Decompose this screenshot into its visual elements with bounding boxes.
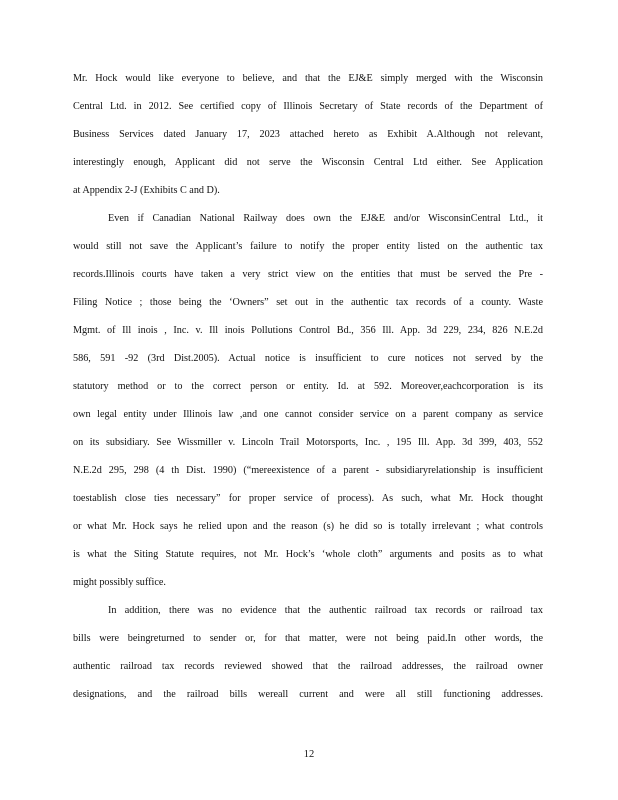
text-line-16: toestablish close ties necessary” for proper service of process). As such, what Mr. Hock thought	[73, 493, 543, 504]
text-line-9: Filing Notice ; those being the ‘Owners” set out in the authentic tax records of a county. Waste	[73, 297, 543, 308]
text-line-15: N.E.2d 295, 298 (4 th Dist. 1990) (“mereexistence of a parent - subsidiaryrelationship is insufficient	[73, 465, 543, 476]
text-line-8: records.Illinois courts have taken a very strict view on the entities that must be served the Pre -	[73, 269, 543, 280]
text-line-14: on its subsidiary. See Wissmiller v. Lincoln Trail Motorsports, Inc. , 195 Ill. App. 3d 399, 403, 552	[73, 437, 543, 448]
text-line-12: statutory method or to the correct person or entity. Id. at 592. Moreover,eachcorporation is its	[73, 381, 543, 392]
text-line-2: Central Ltd. in 2012. See certified copy of Illinois Secretary of State records of the Department of	[73, 101, 543, 112]
text-line-5: at Appendix 2-J (Exhibits C and D).	[73, 185, 220, 196]
text-line-7: would still not save the Applicant’s failure to notify the proper entity listed on the authentic tax	[73, 241, 543, 252]
text-line-21: bills were beingreturned to sender or, for that matter, were not being paid.In other words, the	[73, 633, 543, 644]
text-line-1: Mr. Hock would like everyone to believe, and that the EJ&E simply merged with the Wisconsin	[73, 73, 543, 84]
text-line-4: interestingly enough, Applicant did not serve the Wisconsin Central Ltd either. See Application	[73, 157, 543, 168]
text-line-18: is what the Siting Statute requires, not Mr. Hock’s ‘whole cloth” arguments and posits as to what	[73, 549, 543, 560]
text-line-22: authentic railroad tax records reviewed showed that the railroad addresses, the railroad owner	[73, 661, 543, 672]
text-line-20: In addition, there was no evidence that the authentic railroad tax records or railroad tax	[108, 605, 543, 616]
text-line-6: Even if Canadian National Railway does own the EJ&E and/or WisconsinCentral Ltd., it	[108, 213, 543, 224]
text-line-23: designations, and the railroad bills wereall current and were all still functioning addresses.	[73, 689, 543, 700]
page-number: 12	[303, 749, 315, 760]
text-line-17: or what Mr. Hock says he relied upon and the reason (s) he did so is totally irrelevant ; what controls	[73, 521, 543, 532]
text-line-3: Business Services dated January 17, 2023 attached hereto as Exhibit A.Although not relevant,	[73, 129, 543, 140]
text-line-13: own legal entity under Illinois law ,and one cannot consider service on a parent company as service	[73, 409, 543, 420]
text-line-10: Mgmt. of Ill inois , Inc. v. Ill inois Pollutions Control Bd., 356 Ill. App. 3d 229, 234, 826 N.E.2d	[73, 325, 543, 336]
text-line-19: might possibly suffice.	[73, 577, 166, 588]
text-line-11: 586, 591 -92 (3rd Dist.2005). Actual notice is insufficient to cure notices not served by the	[73, 353, 543, 364]
